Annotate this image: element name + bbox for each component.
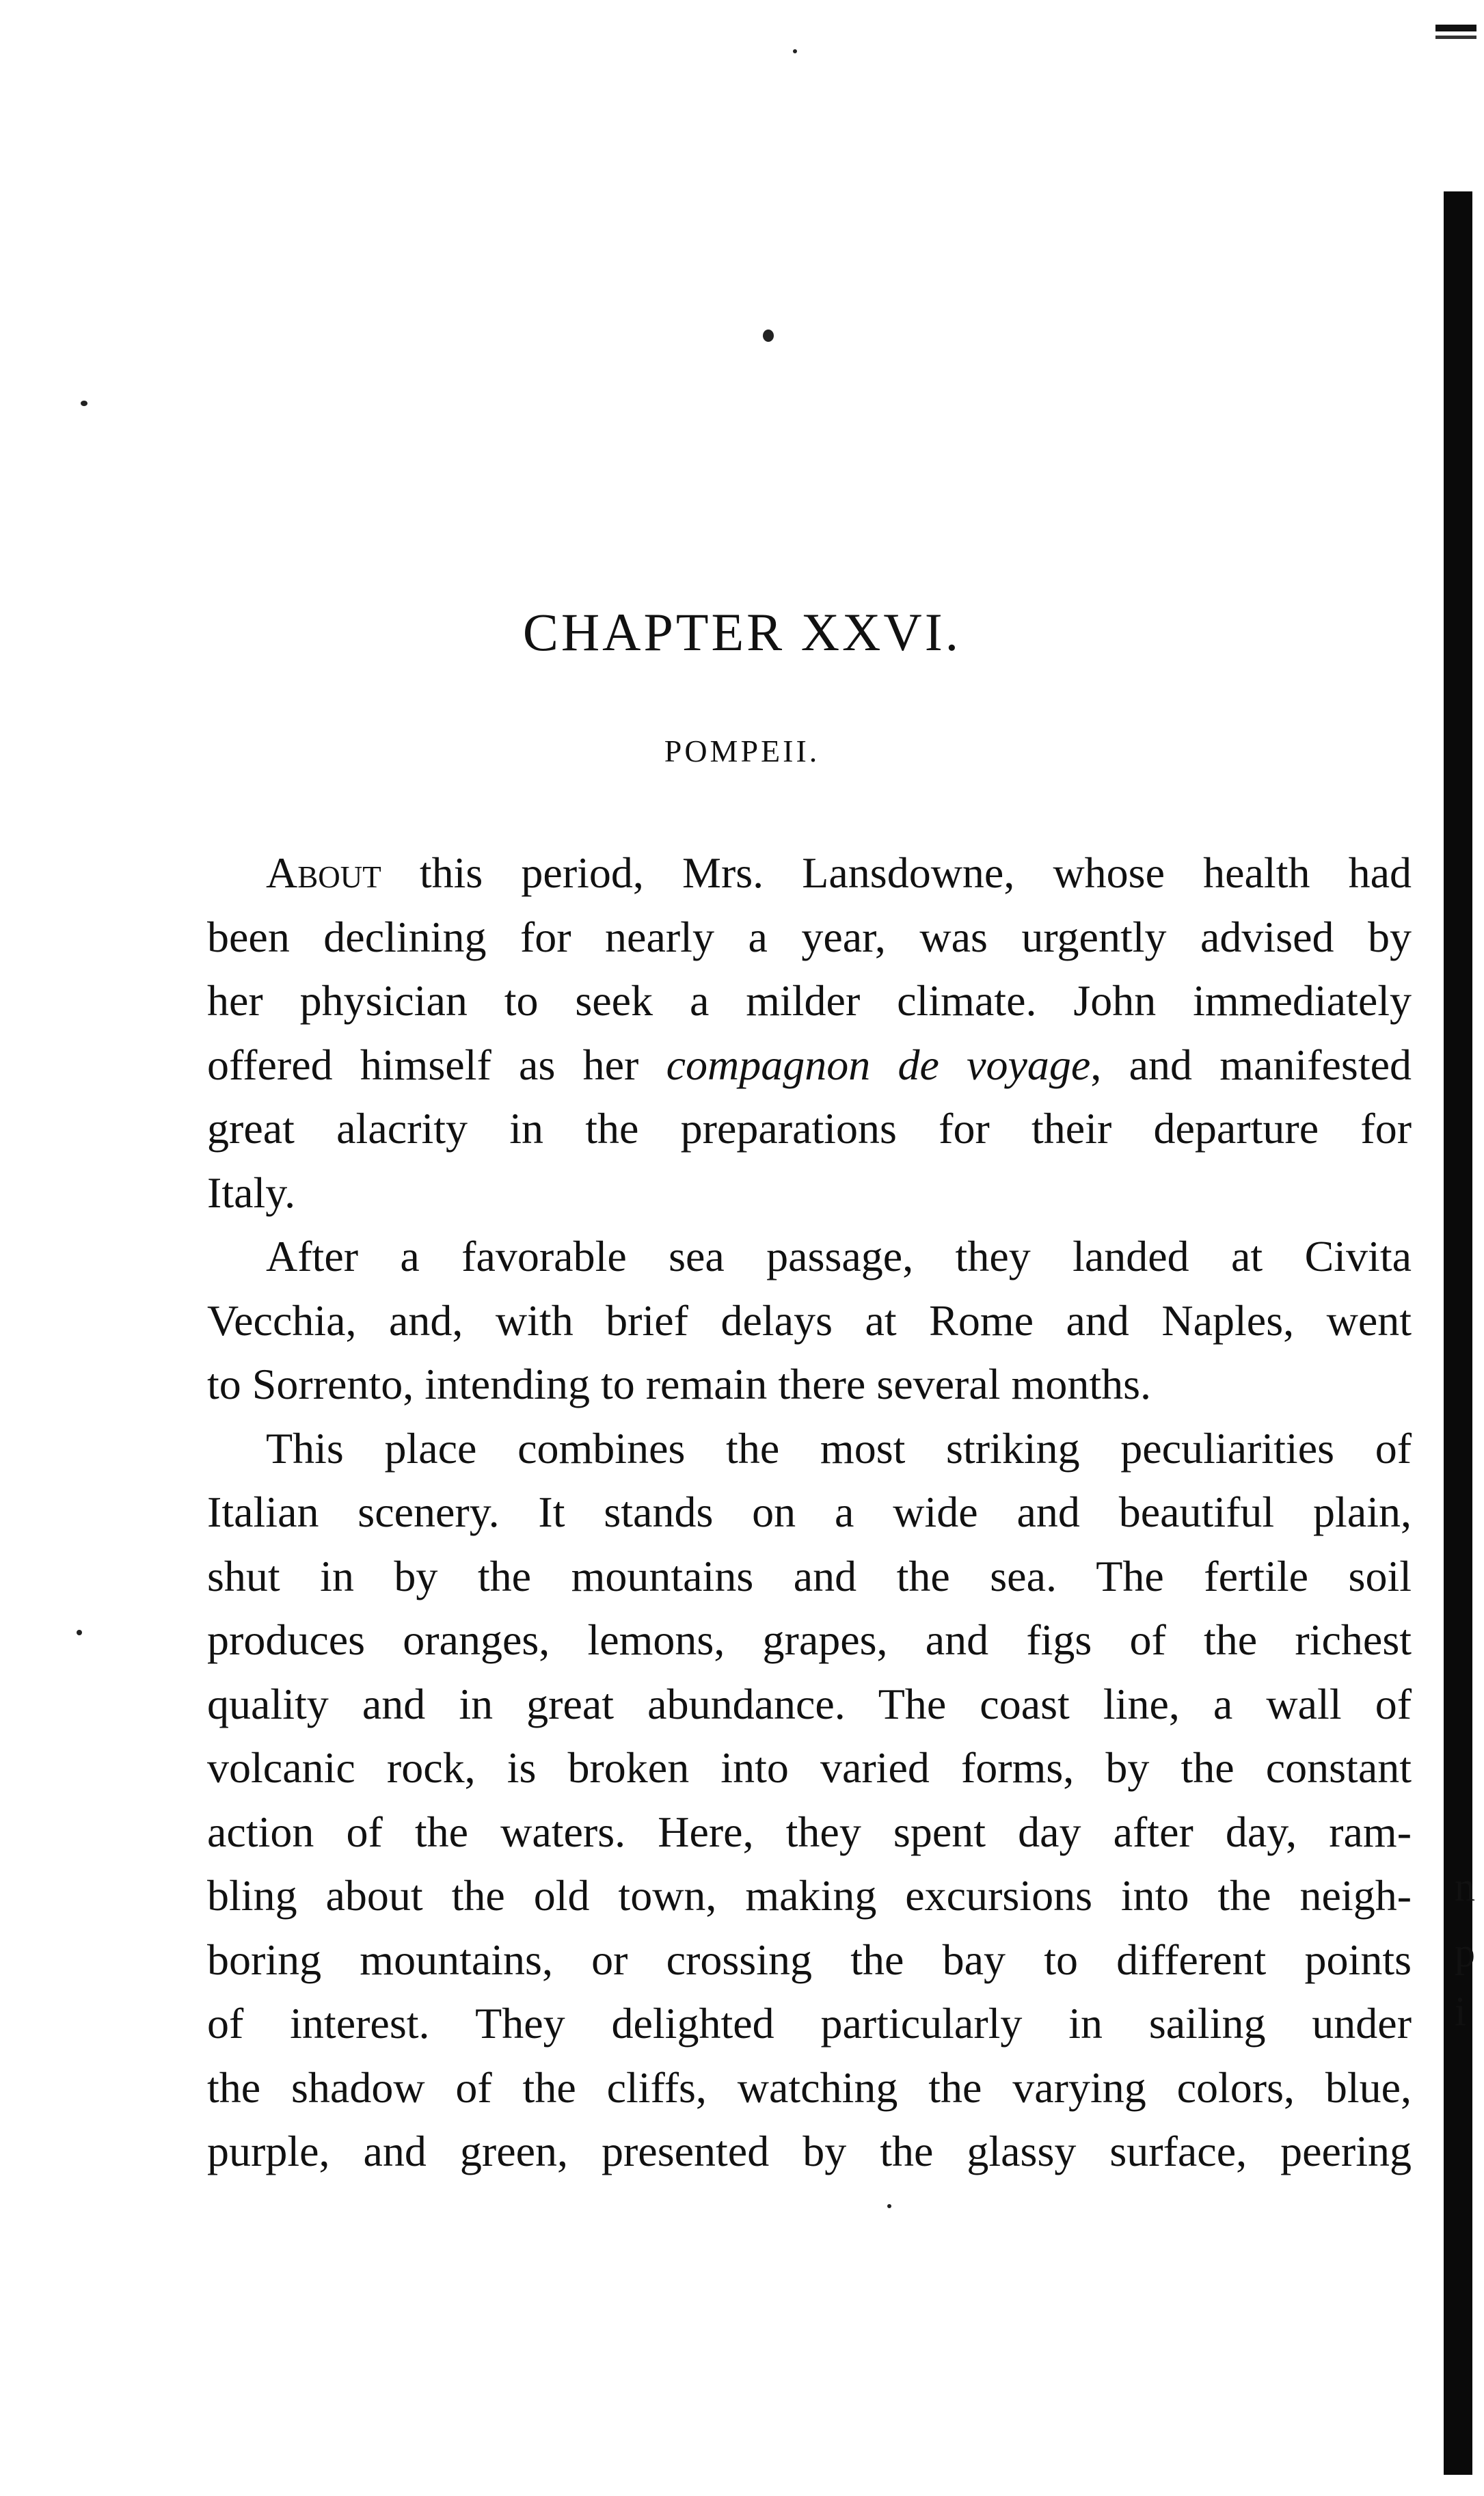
binding-edge-mark xyxy=(1435,36,1476,39)
italic-phrase: compagnon de voyage xyxy=(666,1040,1091,1089)
text-line: quality and in great abundance. The coast line, a wall of xyxy=(207,1679,1412,1728)
ink-speck xyxy=(793,49,797,53)
text-line xyxy=(207,1033,1412,1097)
ink-speck xyxy=(887,2204,891,2208)
text-line: shut in by the mountains and the sea. The fertile soil xyxy=(207,1551,1412,1600)
text-line: boring mountains, or crossing the bay to different points xyxy=(207,1935,1412,1984)
body-text xyxy=(207,841,1412,2184)
binding-edge-mark xyxy=(1435,25,1476,31)
text-line: been declining for nearly a year, was urgently advised by xyxy=(207,912,1412,961)
text-line: Vecchia, and, with brief delays at Rome and Naples, went xyxy=(207,1296,1412,1345)
facing-page-letter: n xyxy=(1455,1864,1475,1909)
ink-speck xyxy=(81,401,87,406)
facing-page-letter: i xyxy=(1455,1989,1466,2034)
text-line: of interest. They delighted particularly in sailing under xyxy=(207,1999,1412,2048)
text-line: the shadow of the cliffs, watching the varying colors, blue, xyxy=(207,2063,1412,2112)
text-line: action of the waters. Here, they spent day after day, ram- xyxy=(207,1807,1412,1856)
text-line: After a favorable sea passage, they landed at Civita xyxy=(266,1232,1412,1280)
chapter-subtitle: POMPEII. xyxy=(664,734,820,768)
text-line: purple, and green, presented by the glassy surface, peering xyxy=(207,2127,1412,2175)
text-line: Italian scenery. It stands on a wide and beautiful plain, xyxy=(207,1488,1412,1536)
text-line xyxy=(207,841,1412,905)
text-line: Italy. xyxy=(207,1168,296,1217)
ink-speck xyxy=(763,330,774,342)
text-line: to Sorrento, intending to remain there several months. xyxy=(207,1360,1151,1408)
text-line: bling about the old town, making excursions into the neigh- xyxy=(207,1871,1412,1920)
binding-shadow xyxy=(1444,191,1472,2475)
text-line: great alacrity in the preparations for their departure for xyxy=(207,1104,1412,1153)
text-line: volcanic rock, is broken into varied forms, by the constant xyxy=(207,1743,1412,1792)
ink-speck xyxy=(77,1630,82,1635)
text-line: produces oranges, lemons, grapes, and figs of the richest xyxy=(207,1615,1412,1664)
text-line: her physician to seek a milder climate. John immediately xyxy=(207,976,1412,1025)
text-segment: offered himself as her xyxy=(207,1040,666,1089)
facing-page-letter: p xyxy=(1455,1930,1475,1975)
drop-word: About xyxy=(266,848,381,897)
text-line: This place combines the most striking peculiarities of xyxy=(266,1423,1412,1473)
text-segment: this period, Mrs. Lansdowne, whose health had xyxy=(381,848,1412,897)
text-segment: , and manifested xyxy=(1090,1040,1412,1089)
chapter-title: CHAPTER XXVI. xyxy=(522,602,962,662)
